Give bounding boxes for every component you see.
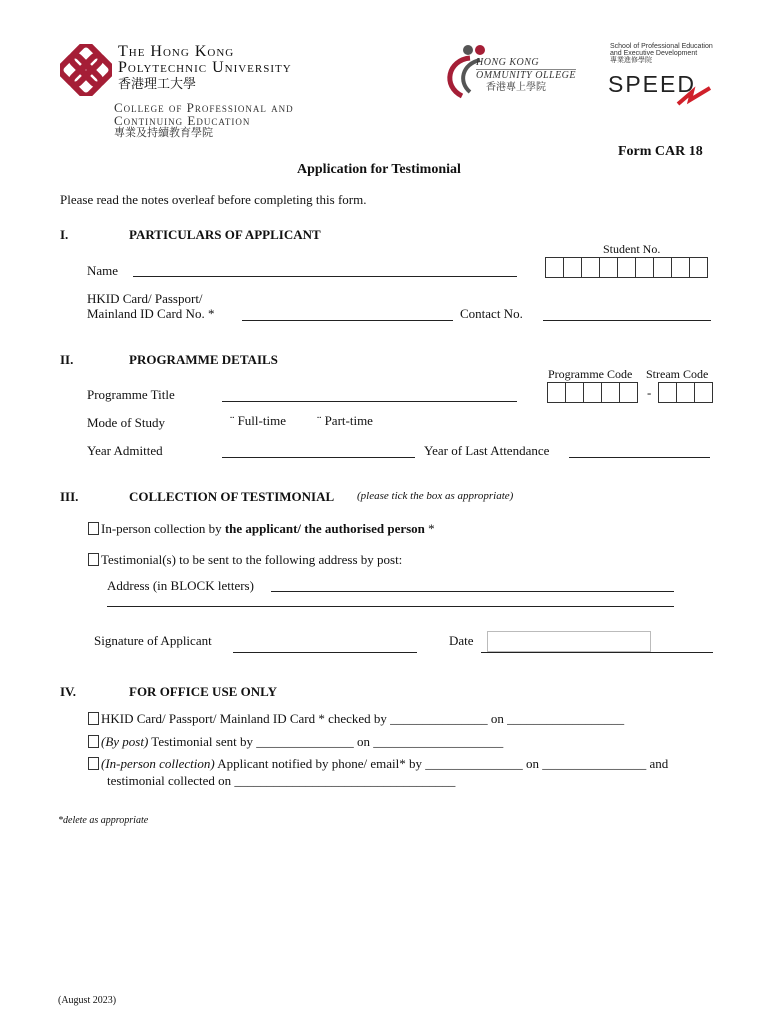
section4-number: IV. bbox=[60, 684, 77, 699]
student-no-boxes[interactable] bbox=[545, 257, 708, 278]
in-person-option bbox=[101, 521, 435, 537]
by-post-option: Testimonial(s) to be sent to the following address by post: bbox=[101, 552, 403, 567]
hkcc-line2: OMMUNITY OLLEGE bbox=[476, 70, 577, 81]
mode-of-study-label: Mode of Study bbox=[87, 415, 165, 430]
in-person-who: the applicant/ the authorised person bbox=[224, 521, 425, 536]
office-item1-checkbox[interactable] bbox=[88, 712, 99, 725]
code-dash: - bbox=[647, 385, 652, 400]
college-name-line2: Continuing Education bbox=[114, 113, 251, 128]
id-label-line2: Mainland ID Card No. * bbox=[87, 306, 215, 321]
programme-title-field[interactable] bbox=[222, 401, 517, 402]
office-item2-checkbox[interactable] bbox=[88, 735, 99, 748]
polyu-name-line2: Polytechnic University bbox=[118, 59, 292, 76]
stream-code-boxes[interactable] bbox=[658, 382, 713, 403]
college-name-zh: 專業及持續教育學院 bbox=[114, 127, 213, 139]
polyu-emblem-icon bbox=[60, 44, 112, 96]
office-item1: HKID Card/ Passport/ Mainland ID Card * checked by _______________ on __________________ bbox=[101, 711, 625, 726]
address-label: Address (in BLOCK letters) bbox=[107, 578, 254, 593]
polyu-name-line1: The Hong Kong bbox=[118, 43, 235, 60]
contact-field[interactable] bbox=[543, 320, 711, 321]
programme-title-label: Programme Title bbox=[87, 387, 175, 402]
id-label-line1: HKID Card/ Passport/ bbox=[87, 291, 203, 306]
hkcc-zh: 香港專上學院 bbox=[486, 82, 546, 93]
stream-code-label: Stream Code bbox=[646, 367, 709, 381]
section3-title: COLLECTION OF TESTIMONIAL bbox=[129, 489, 335, 504]
signature-label: Signature of Applicant bbox=[94, 633, 212, 648]
footer-date: (August 2023) bbox=[58, 995, 117, 1006]
id-number-field[interactable] bbox=[242, 320, 453, 321]
fulltime-option[interactable]: ¨ Full-time bbox=[230, 413, 286, 428]
speed-zh: 專業進修學院 bbox=[610, 57, 652, 64]
section4-title: FOR OFFICE USE ONLY bbox=[129, 684, 277, 699]
parttime-option[interactable]: ¨ Part-time bbox=[317, 413, 373, 428]
student-no-label: Student No. bbox=[603, 242, 661, 256]
speed-desc-line1: School of Professional Education bbox=[610, 43, 713, 50]
last-attendance-label: Year of Last Attendance bbox=[424, 443, 550, 458]
office-item2 bbox=[101, 734, 503, 750]
in-person-text: In-person collection by bbox=[101, 521, 225, 536]
section3-note: (please tick the box as appropriate) bbox=[357, 490, 514, 502]
office-item3 bbox=[101, 756, 668, 772]
office-item3-mode: (In-person collection) bbox=[101, 756, 215, 771]
speed-desc-line2: and Executive Development bbox=[610, 50, 698, 57]
section2-number: II. bbox=[60, 352, 74, 367]
address-field-line1[interactable] bbox=[271, 591, 674, 592]
section1-number: I. bbox=[60, 227, 69, 242]
speed-wordmark: SPEED bbox=[608, 71, 696, 97]
section3-number: III. bbox=[60, 489, 79, 504]
date-underline bbox=[481, 652, 713, 653]
office-item3-text: Applicant notified by phone/ email* by _______________ on ________________ and bbox=[214, 756, 669, 771]
name-label: Name bbox=[87, 263, 119, 278]
name-field[interactable] bbox=[133, 276, 517, 277]
polyu-name-zh: 香港理工大學 bbox=[118, 76, 197, 91]
form-code: Form CAR 18 bbox=[618, 144, 703, 159]
year-admitted-label: Year Admitted bbox=[87, 443, 163, 458]
address-field-line2[interactable] bbox=[107, 606, 674, 607]
year-admitted-field[interactable] bbox=[222, 457, 415, 458]
section2-title: PROGRAMME DETAILS bbox=[129, 352, 278, 367]
by-post-checkbox[interactable] bbox=[88, 553, 99, 566]
in-person-checkbox[interactable] bbox=[88, 522, 99, 535]
programme-code-boxes[interactable] bbox=[547, 382, 638, 403]
footnote: *delete as appropriate bbox=[58, 815, 149, 826]
hkcc-line1: HONG KONG bbox=[476, 57, 540, 68]
programme-code-label: Programme Code bbox=[548, 367, 633, 381]
date-input-box[interactable] bbox=[487, 631, 651, 652]
form-intro: Please read the notes overleaf before completing this form. bbox=[60, 192, 367, 207]
office-item2-text: Testimonial sent by _______________ on ____________________ bbox=[148, 734, 504, 749]
college-name-line1: College of Professional and bbox=[114, 100, 294, 115]
speed-swoosh-icon bbox=[676, 86, 712, 106]
last-attendance-field[interactable] bbox=[569, 457, 710, 458]
in-person-asterisk: * bbox=[424, 521, 435, 536]
office-item2-mode: (By post) bbox=[101, 734, 149, 749]
section1-title: PARTICULARS OF APPLICANT bbox=[129, 227, 321, 242]
office-item3-checkbox[interactable] bbox=[88, 757, 99, 770]
contact-label: Contact No. bbox=[460, 306, 523, 321]
form-title: Application for Testimonial bbox=[297, 162, 461, 177]
signature-field[interactable] bbox=[233, 652, 417, 653]
date-label: Date bbox=[449, 633, 474, 648]
office-item3-line2: testimonial collected on __________________________________ bbox=[107, 773, 456, 788]
